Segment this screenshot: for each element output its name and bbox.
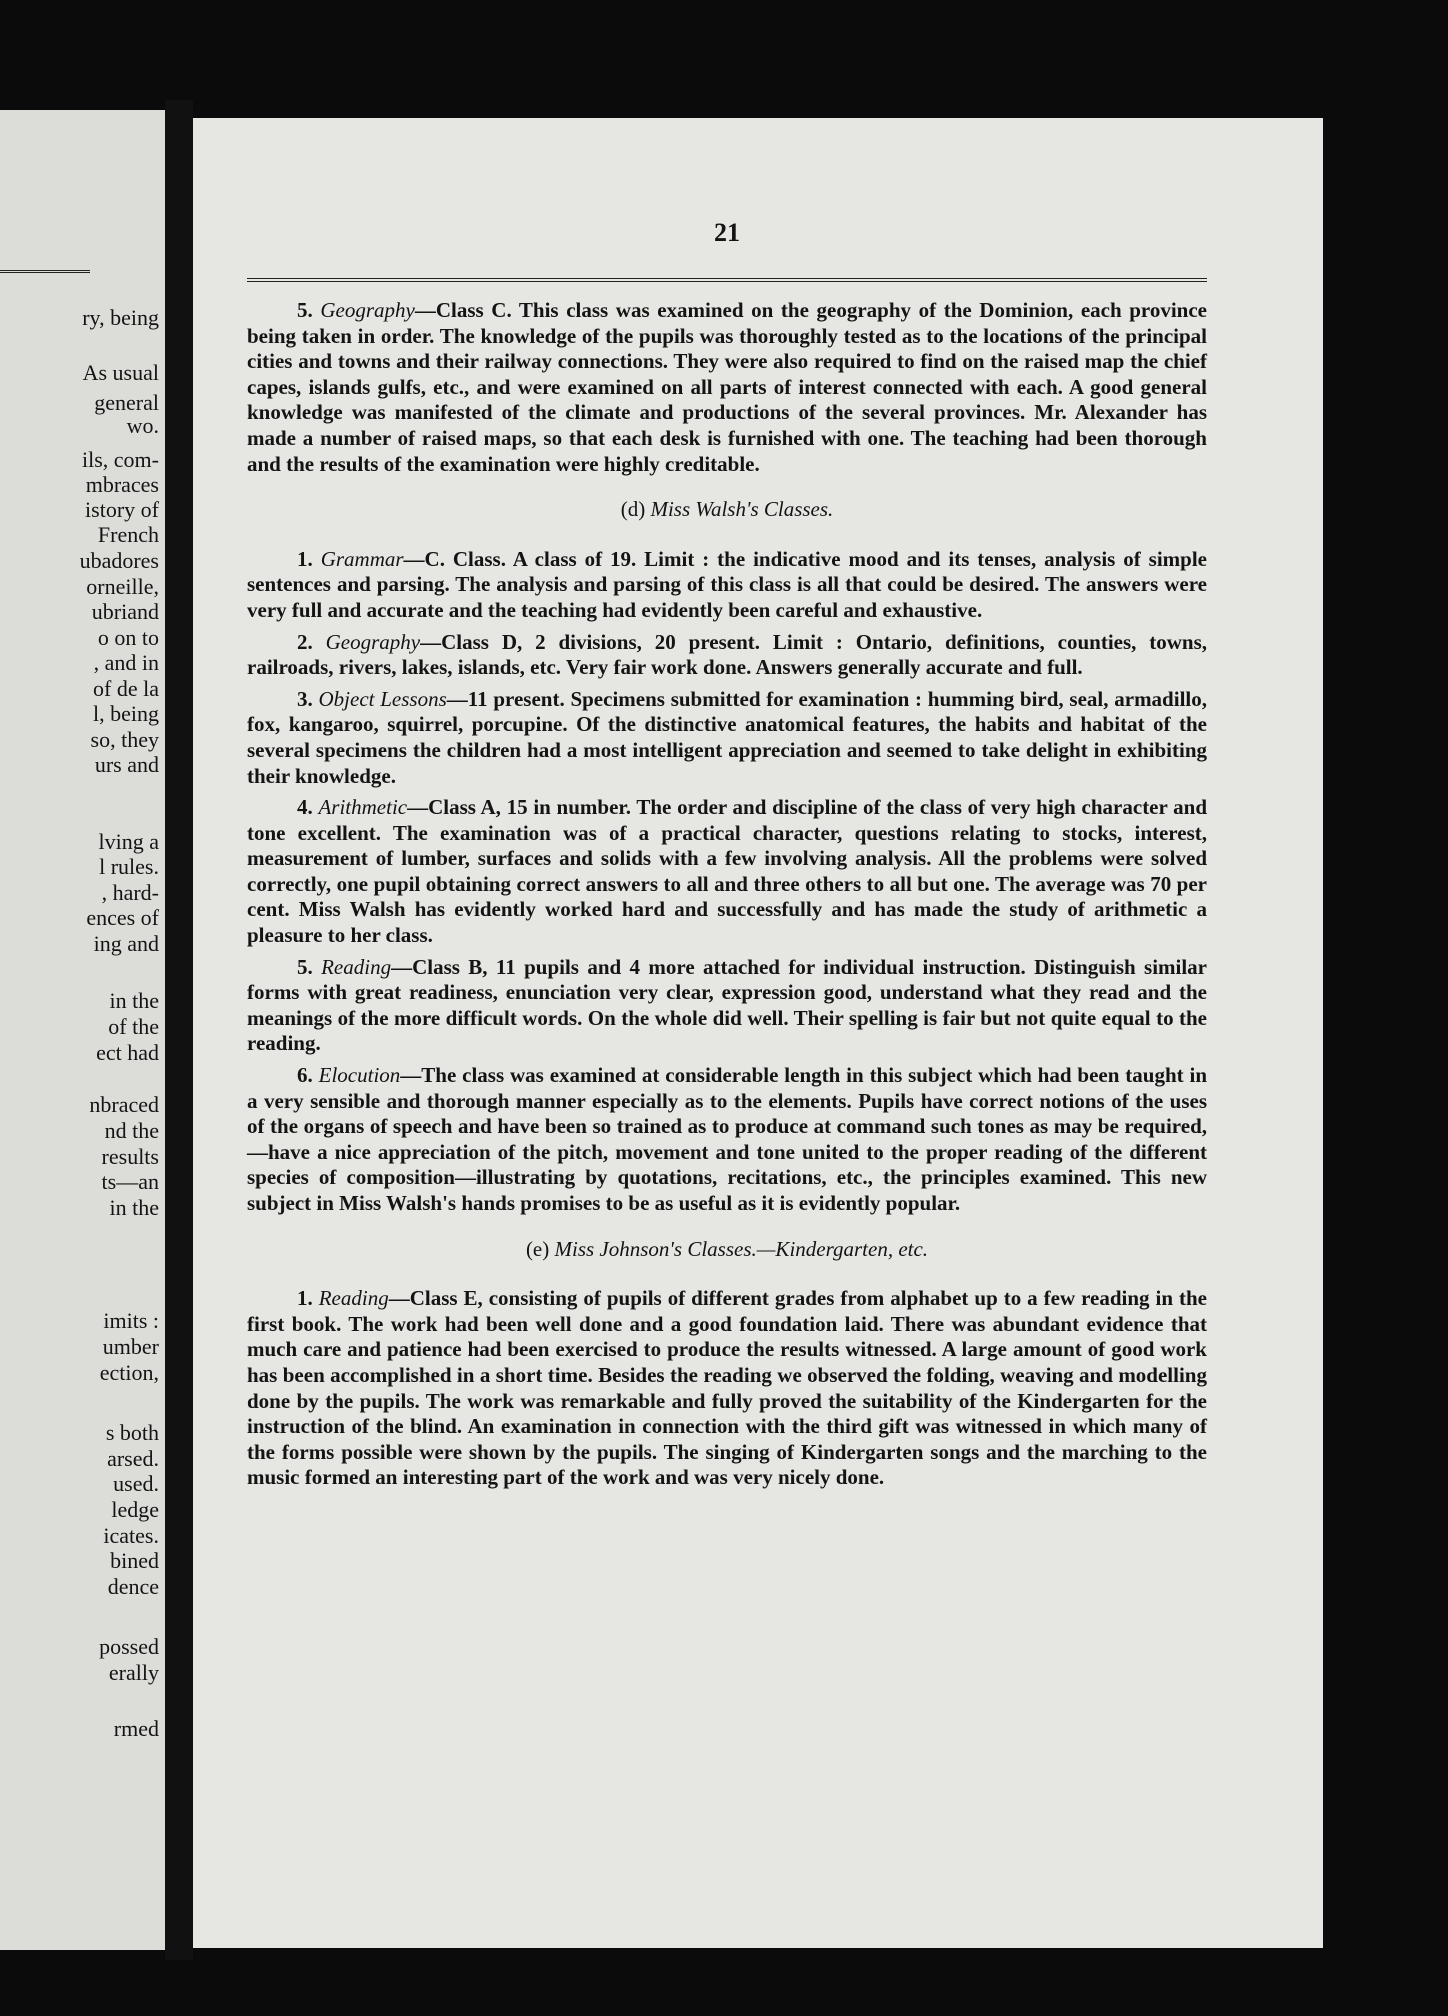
left-page-fragment: As usual bbox=[82, 360, 159, 385]
left-page-fragment: lving a bbox=[98, 829, 159, 854]
left-page-fragment: possed bbox=[99, 1634, 159, 1659]
left-page-fragment: nbraced bbox=[89, 1092, 159, 1117]
page-content bbox=[247, 298, 1207, 1491]
header-rule bbox=[247, 278, 1207, 282]
paragraph-grammar: 1. Grammar—C. Class. A class of 19. Limit : the indicative mood and its tenses, analysis of simple sentences and parsing. The analysis and parsing of this class is all that could be desired. The answers were very full and accurate and the teaching had evidently been careful and exhaustive. bbox=[247, 546, 1208, 622]
left-page-fragment: ts—an bbox=[101, 1169, 159, 1194]
left-page-fragment: ubriand bbox=[91, 599, 159, 624]
left-page-fragment: arsed. bbox=[107, 1446, 159, 1471]
paragraph-reading-class-e: 1. Reading—Class E, consisting of pupils of different grades from alphabet up to a few reading in the first book. The work had been well done and a good foundation laid. There was abundant evidence that much care and patience had been exercised to produce the results witnessed. A large amount of good work has been accomplished in a short time. Besides the reading we observed the folding, weaving and modelling done by the pupils. The work was remarkable and fully proved the suitability of the Kindergarten for the instruction of the blind. An examination in connection with the third gift was witnessed in which many of the forms possible were shown by the pupils. The singing of Kindergarten songs and the marching to the music formed an interesting part of the work and was very nicely done. bbox=[247, 1286, 1207, 1490]
left-page-fragment: umber bbox=[102, 1334, 159, 1359]
left-page-fragment: , hard- bbox=[101, 880, 159, 905]
left-page-fragment: ils, com- bbox=[82, 447, 159, 472]
left-page-fragment: erally bbox=[108, 1660, 159, 1685]
left-page-fragment: so, they bbox=[90, 727, 159, 752]
paragraph-elocution: 6. Elocution—The class was examined at considerable length in this subject which had been taught in a very sensible and thorough manner especially as to the elements. Pupils have correct notions of the uses of the organs of speech and have been so trained as to produce at command such tones as may be required,—have a nice appreciation of the pitch, movement and tone united to the proper reading of the different species of composition—illustrating by quotations, recitations, etc., the principles examined. This new subject in Miss Walsh's hands promises to be as useful as it is evidently popular. bbox=[247, 1063, 1207, 1215]
left-page-fragment: French bbox=[97, 522, 159, 547]
paragraph-object-lessons: 3. Object Lessons—11 present. Specimens submitted for examination : humming bird, seal, armadillo, fox, kangaroo, squirrel, porcupine. Of the distinctive anatomical features, the habits and habitat of the several specimens the children had a most intelligent appreciation and seemed to take delight in exhibiting their knowledge. bbox=[247, 686, 1207, 788]
document-page bbox=[193, 118, 1323, 1948]
left-page-fragment: s both bbox=[105, 1420, 159, 1445]
page-number: 21 bbox=[714, 218, 740, 247]
left-page-fragment: urs and bbox=[94, 752, 159, 777]
left-page-fragment: wo. bbox=[126, 413, 159, 438]
left-page-fragment: results bbox=[101, 1144, 159, 1169]
section-heading-miss-johnson: (e) Miss Johnson's Classes.—Kindergarten, etc. bbox=[525, 1236, 929, 1261]
left-page-fragment: l, being bbox=[93, 701, 159, 726]
left-page-fragment: ences of bbox=[86, 905, 159, 930]
left-page-fragment: of the bbox=[108, 1014, 159, 1039]
left-page-fragment: general bbox=[94, 390, 159, 415]
left-page-fragment: ect had bbox=[96, 1040, 159, 1065]
left-page-fragment: ubadores bbox=[79, 548, 159, 573]
left-page-fragment: nd the bbox=[104, 1118, 159, 1143]
left-page-fragment: ing and bbox=[93, 931, 159, 956]
left-page-fragment: used. bbox=[113, 1471, 159, 1496]
section-heading-miss-walsh: (d) Miss Walsh's Classes. bbox=[620, 497, 834, 522]
left-page-fragment: istory of bbox=[85, 497, 159, 522]
left-page-fragment: ection, bbox=[99, 1360, 159, 1385]
left-page-fragment: l rules. bbox=[99, 854, 159, 879]
left-page-fragment: , and in bbox=[93, 650, 159, 675]
paragraph-geography-class-c: 5. Geography—Class C. This class was examined on the geography of the Dominion, each province being taken in order. The knowledge of the pupils was thoroughly tested as to the locations of the principal cities and towns and their railway connections. They were also required to find on the raised map the chief capes, islands gulfs, etc., and were examined on all parts of interest connected with each. A good general knowledge was manifested of the climate and productions of the several provinces. Mr. Alexander has made a number of raised maps, so that each desk is furnished with one. The teaching had been thorough and the results of the examination were highly creditable. bbox=[247, 298, 1208, 476]
left-page-fragment: dence bbox=[107, 1574, 159, 1599]
left-header-rule bbox=[0, 270, 90, 273]
paragraph-reading-class-b: 5. Reading—Class B, 11 pupils and 4 more attached for individual instruction. Distinguish similar forms with great readiness, enunciation very clear, expression good, understand what they read and the meanings of the more difficult words. On the whole did well. Their spelling is fair but not quite equal to the reading. bbox=[247, 954, 1208, 1056]
paragraph-geography-class-d: 2. Geography—Class D, 2 divisions, 20 present. Limit : Ontario, definitions, counties, towns, railroads, rivers, lakes, islands, etc. Very fair work done. Answers generally accurate and full. bbox=[247, 629, 1208, 680]
page-gutter bbox=[165, 100, 193, 1960]
left-page-fragment: icates. bbox=[103, 1523, 159, 1548]
left-page-fragment: imits : bbox=[103, 1308, 159, 1333]
left-page-fragment: rmed bbox=[113, 1716, 159, 1741]
left-page-fragment: in the bbox=[109, 988, 159, 1013]
left-page-fragment: of de la bbox=[93, 676, 159, 701]
paragraph-arithmetic: 4. Arithmetic—Class A, 15 in number. The order and discipline of the class of very high character and tone excellent. The examination was of a practical character, questions relating to stocks, interest, measurement of lumber, surfaces and solids with a few involving analysis. All the problems were solved correctly, one pupil obtaining correct answers to all and three others to all but one. The average was 70 per cent. Miss Walsh has evidently worked hard and successfully and has made the study of arithmetic a pleasure to her class. bbox=[247, 795, 1208, 948]
left-page-fragment: o on to bbox=[97, 625, 159, 650]
left-page-fragment: ledge bbox=[111, 1497, 159, 1522]
left-page-fragment: bined bbox=[110, 1548, 159, 1573]
left-facing-page bbox=[0, 110, 165, 1950]
left-page-fragment: ry, being bbox=[82, 305, 159, 330]
left-page-fragment: mbraces bbox=[85, 472, 159, 497]
left-page-fragment: in the bbox=[109, 1195, 159, 1220]
left-page-fragment: orneille, bbox=[86, 574, 159, 599]
